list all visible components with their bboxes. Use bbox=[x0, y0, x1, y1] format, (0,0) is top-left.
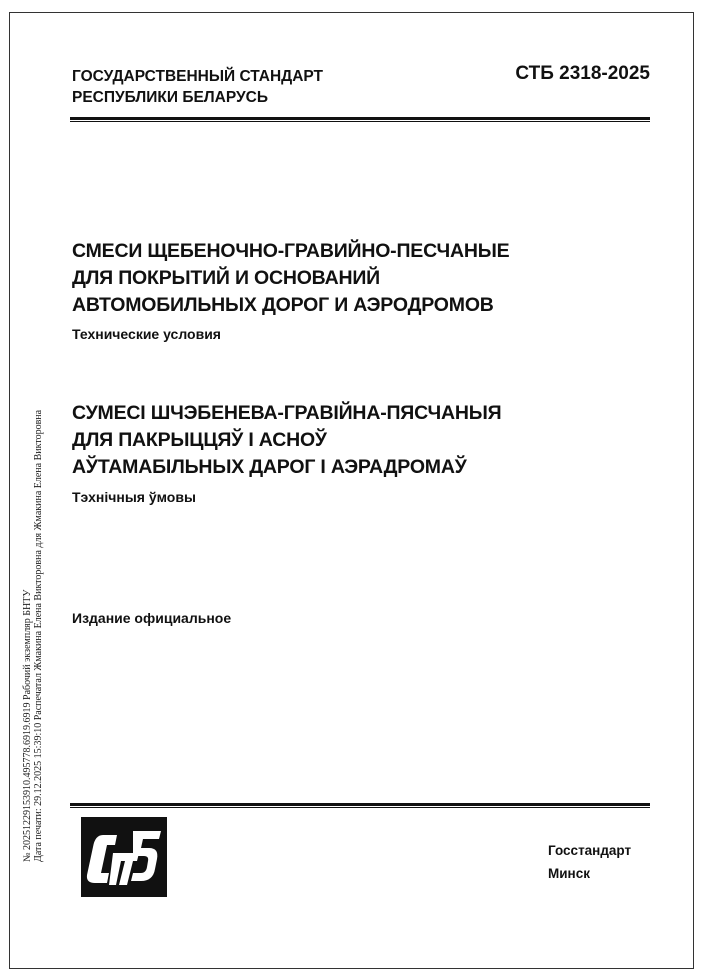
stb-logo bbox=[81, 817, 167, 897]
publisher-name: Госстандарт bbox=[548, 843, 632, 858]
watermark-line-1: № 20251229153910.495778.6919.6919 Рабочий экземпляр БНТУ bbox=[22, 589, 33, 862]
title-by-line-1: СУМЕСІ ШЧЭБЕНЕВА-ГРАВІЙНА-ПЯСЧАНЫЯ bbox=[72, 402, 502, 424]
title-by-line-2: ДЛЯ ПАКРЫЦЦЯЎ І АСНОЎ bbox=[72, 429, 327, 451]
header-line-2: РЕСПУБЛИКИ БЕЛАРУСЬ bbox=[72, 89, 268, 106]
title-russian bbox=[72, 238, 509, 319]
title-by-line-3: АЎТАМАБІЛЬНЫХ ДАРОГ І АЭРАДРОМАЎ bbox=[72, 456, 467, 478]
stb-logo-icon bbox=[81, 817, 167, 897]
subtitle-belarusian: Тэхнічныя ўмовы bbox=[72, 489, 196, 505]
subtitle-russian: Технические условия bbox=[72, 326, 221, 342]
publisher-city: Минск bbox=[548, 866, 590, 881]
edition-label: Издание официальное bbox=[72, 610, 232, 626]
watermark-line-2: Дата печати: 29.12.2025 15:39:10 Распечатал Жмакина Елена Викторовна для Жмакина Елена Викторовна bbox=[33, 409, 44, 862]
title-ru-line-3: АВТОМОБИЛЬНЫХ ДОРОГ И АЭРОДРОМОВ bbox=[72, 294, 494, 316]
standard-code: СТБ 2318-2025 bbox=[515, 63, 650, 84]
standard-header bbox=[72, 66, 323, 108]
print-watermark bbox=[22, 410, 44, 862]
title-ru-line-2: ДЛЯ ПОКРЫТИЙ И ОСНОВАНИЙ bbox=[72, 267, 380, 289]
footer-rule bbox=[70, 803, 650, 808]
header-rule bbox=[70, 117, 650, 122]
title-ru-line-1: СМЕСИ ЩЕБЕНОЧНО-ГРАВИЙНО-ПЕСЧАНЫЕ bbox=[72, 240, 510, 262]
title-belarusian bbox=[72, 400, 502, 481]
header-line-1: ГОСУДАРСТВЕННЫЙ СТАНДАРТ bbox=[72, 68, 324, 85]
